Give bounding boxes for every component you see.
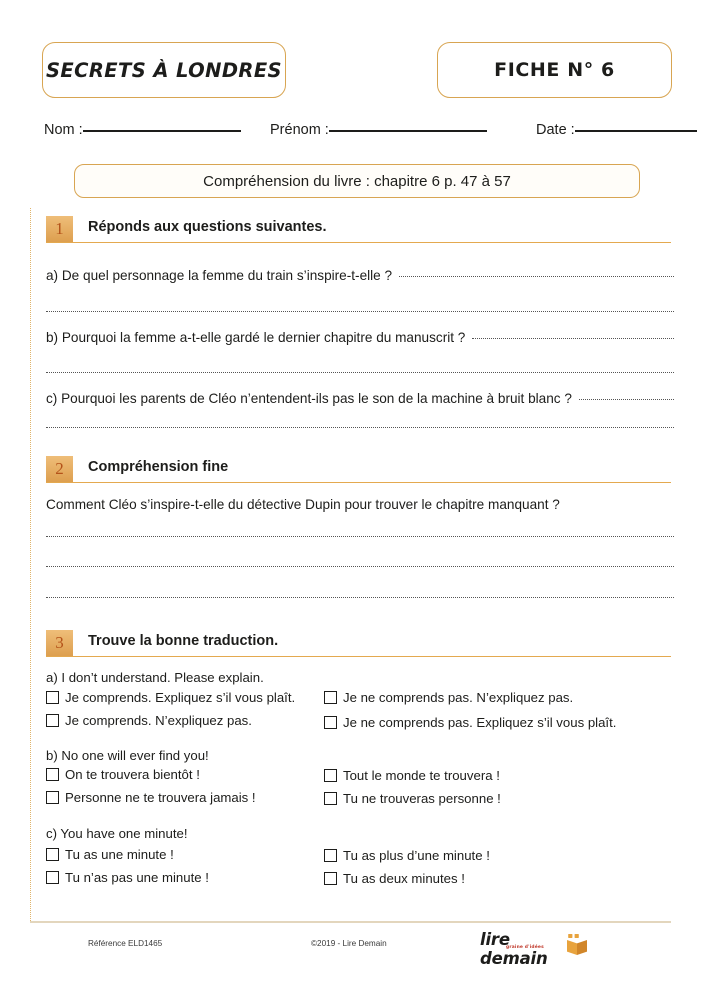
section-1-title: Réponds aux questions suivantes. xyxy=(88,219,327,235)
translation-choice-c1[interactable] xyxy=(46,847,174,862)
footer-copyright: ©2019 - Lire Demain xyxy=(311,939,387,948)
open-book-icon xyxy=(566,934,590,961)
book-title-box xyxy=(42,42,286,98)
checkbox-icon[interactable] xyxy=(324,872,337,885)
translation-choice-b1-label: On te trouvera bientôt ! xyxy=(65,767,200,782)
publisher-logo-tagline: graine d'idées xyxy=(506,945,544,950)
question-1b xyxy=(46,330,674,345)
translation-choice-a1-label: Je comprends. Expliquez s’il vous plaît. xyxy=(65,690,296,705)
checkbox-icon[interactable] xyxy=(46,871,59,884)
translation-prompt-c: c) You have one minute! xyxy=(46,826,188,841)
firstname-writing-rule[interactable] xyxy=(329,130,487,132)
section-3-header xyxy=(46,630,671,656)
publisher-logo xyxy=(480,930,590,968)
translation-choice-c3-label: Tu n’as pas une minute ! xyxy=(65,870,209,885)
section-3-number: 3 xyxy=(46,630,73,656)
section-1-underline xyxy=(46,242,671,243)
translation-choice-a4-label: Je ne comprends pas. Expliquez s’il vous plaît. xyxy=(343,715,617,730)
date-label: Date : xyxy=(536,122,575,138)
answer-dots[interactable] xyxy=(46,311,674,312)
answer-dots[interactable] xyxy=(399,276,674,277)
section-2-title: Compréhension fine xyxy=(88,459,229,475)
translation-choice-b4-label: Tu ne trouveras personne ! xyxy=(343,791,501,806)
footer-reference: Référence ELD1465 xyxy=(88,939,163,948)
section-3-underline xyxy=(46,656,671,657)
date-field[interactable] xyxy=(536,122,697,138)
section-3-title: Trouve la bonne traduction. xyxy=(88,633,279,649)
sheet-number-box xyxy=(437,42,672,98)
translation-choice-b2[interactable] xyxy=(324,768,500,783)
left-frame-rail xyxy=(30,208,31,921)
footer-divider xyxy=(30,921,671,923)
translation-choice-c4-label: Tu as deux minutes ! xyxy=(343,871,465,886)
answer-dots[interactable] xyxy=(579,399,674,400)
publisher-logo-name: lire demain xyxy=(480,930,548,968)
translation-choice-a3[interactable] xyxy=(46,713,252,728)
translation-choice-a3-label: Je comprends. N’expliquez pas. xyxy=(65,713,252,728)
question-1c xyxy=(46,391,674,406)
checkbox-icon[interactable] xyxy=(324,792,337,805)
chapter-banner: Compréhension du livre : chapitre 6 p. 47 à 57 xyxy=(74,164,640,198)
question-1a-text: a) De quel personnage la femme du train s’inspire-t-elle ? xyxy=(46,268,393,283)
date-writing-rule[interactable] xyxy=(575,130,697,132)
book-title: SECRETS À LONDRES xyxy=(45,58,283,82)
translation-prompt-a: a) I don’t understand. Please explain. xyxy=(46,670,264,685)
student-identity-row xyxy=(44,122,674,144)
translation-choice-a1[interactable] xyxy=(46,690,295,705)
translation-choice-c1-label: Tu as une minute ! xyxy=(65,847,174,862)
name-label: Nom : xyxy=(44,122,83,138)
firstname-label: Prénom : xyxy=(270,122,329,138)
name-field[interactable] xyxy=(44,122,241,138)
section-2-underline xyxy=(46,482,671,483)
translation-choice-c2-label: Tu as plus d’une minute ! xyxy=(343,848,490,863)
name-writing-rule[interactable] xyxy=(83,130,241,132)
sheet-number-label: FICHE N° 6 xyxy=(494,59,615,81)
answer-dots[interactable] xyxy=(46,536,674,537)
translation-choice-b2-label: Tout le monde te trouvera ! xyxy=(343,768,500,783)
section-1-number: 1 xyxy=(46,216,73,242)
checkbox-icon[interactable] xyxy=(46,848,59,861)
section-2-header xyxy=(46,456,671,482)
question-1c-text: c) Pourquoi les parents de Cléo n’entendent-ils pas le son de la machine à bruit blanc ? xyxy=(46,391,572,406)
answer-dots[interactable] xyxy=(46,597,674,598)
checkbox-icon[interactable] xyxy=(46,691,59,704)
translation-choice-b3[interactable] xyxy=(46,790,256,805)
translation-choice-c4[interactable] xyxy=(324,871,465,886)
answer-dots[interactable] xyxy=(46,427,674,428)
header-row xyxy=(0,42,717,98)
translation-choice-b4[interactable] xyxy=(324,791,501,806)
translation-choice-c2[interactable] xyxy=(324,848,490,863)
checkbox-icon[interactable] xyxy=(46,768,59,781)
answer-dots[interactable] xyxy=(46,372,674,373)
translation-choice-b1[interactable] xyxy=(46,767,200,782)
translation-choice-a2-label: Je ne comprends pas. N’expliquez pas. xyxy=(343,690,574,705)
translation-choice-c3[interactable] xyxy=(46,870,209,885)
checkbox-icon[interactable] xyxy=(324,691,337,704)
checkbox-icon[interactable] xyxy=(46,791,59,804)
question-1a xyxy=(46,268,674,283)
section-1-header xyxy=(46,216,671,242)
checkbox-icon[interactable] xyxy=(324,769,337,782)
firstname-field[interactable] xyxy=(270,122,487,138)
translation-choice-a2[interactable] xyxy=(324,690,573,705)
section-2-number: 2 xyxy=(46,456,73,482)
translation-prompt-b: b) No one will ever find you! xyxy=(46,748,209,763)
question-1b-text: b) Pourquoi la femme a-t-elle gardé le dernier chapitre du manuscrit ? xyxy=(46,330,466,345)
checkbox-icon[interactable] xyxy=(324,849,337,862)
answer-dots[interactable] xyxy=(472,338,674,339)
translation-choice-b3-label: Personne ne te trouvera jamais ! xyxy=(65,790,256,805)
checkbox-icon[interactable] xyxy=(324,716,337,729)
checkbox-icon[interactable] xyxy=(46,714,59,727)
answer-dots[interactable] xyxy=(46,566,674,567)
section-2-prompt: Comment Cléo s’inspire-t-elle du détective Dupin pour trouver le chapitre manquant ? xyxy=(46,497,560,512)
translation-choice-a4[interactable] xyxy=(324,715,616,730)
publisher-logo-text xyxy=(480,930,563,968)
